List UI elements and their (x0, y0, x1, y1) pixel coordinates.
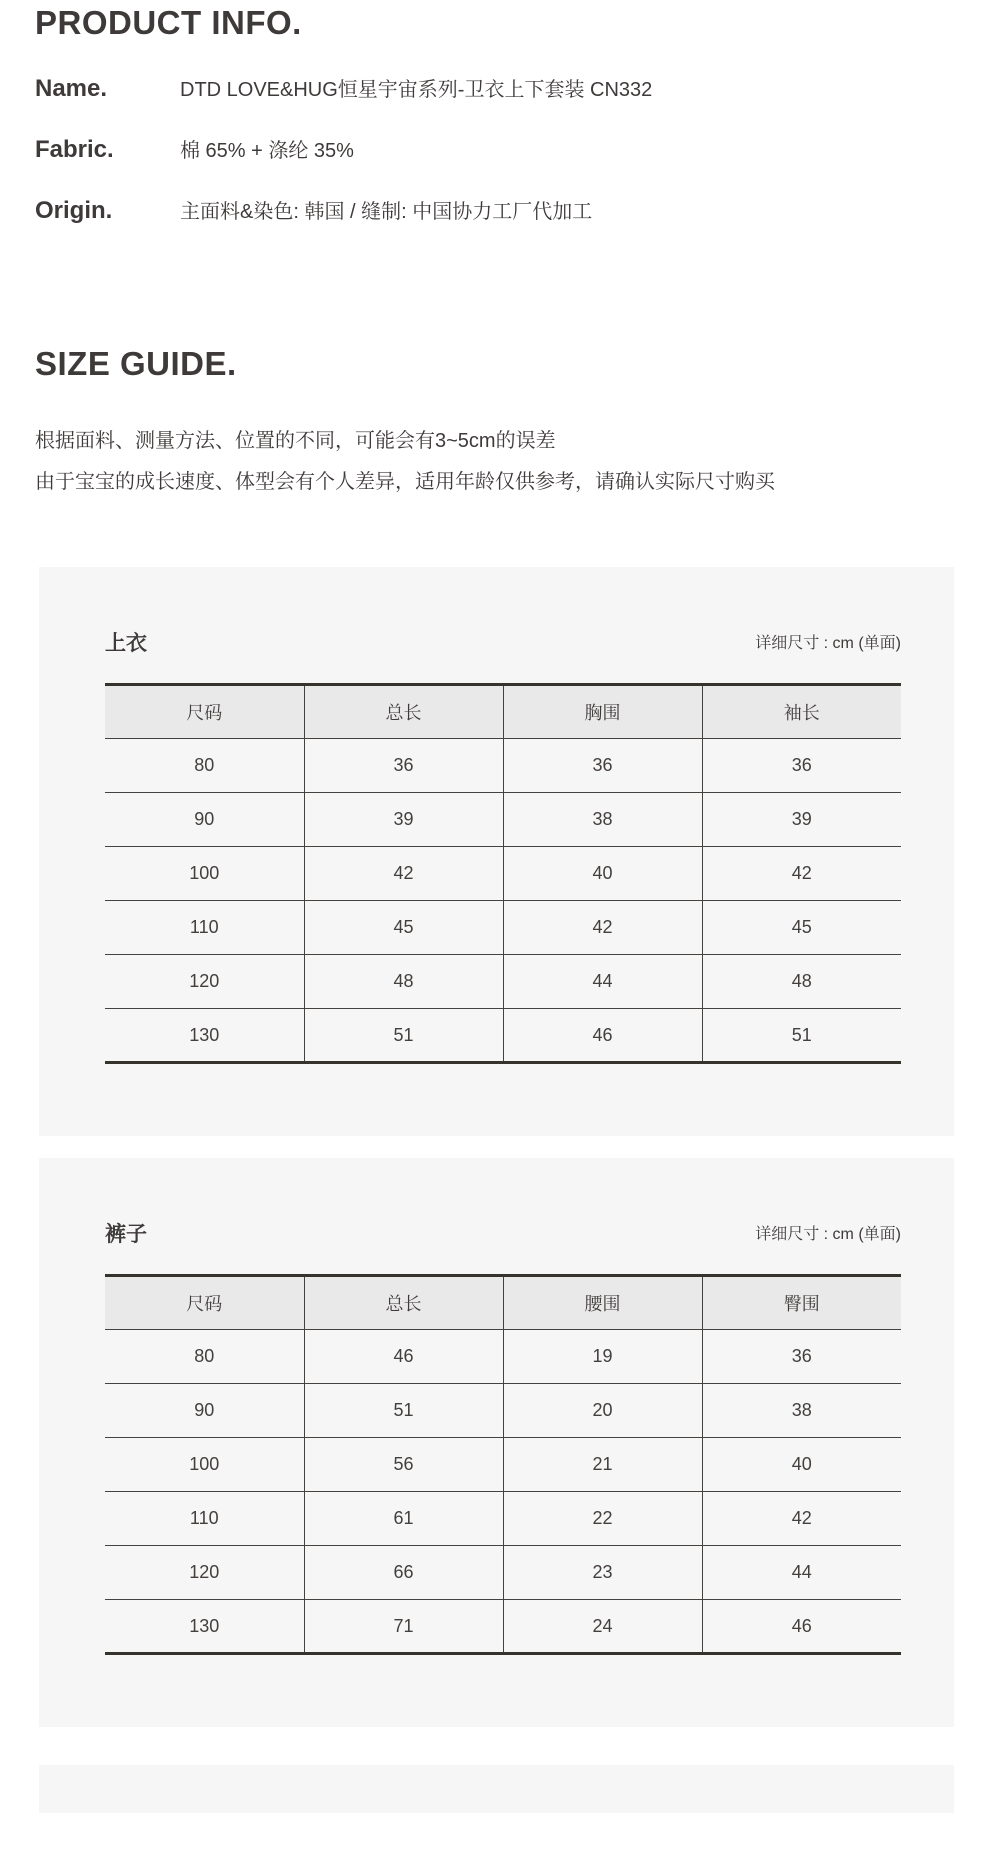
size-cell: 80 (105, 1330, 304, 1384)
measurement-cell: 48 (702, 955, 901, 1009)
table-row (105, 1009, 901, 1063)
field-label-fabric: Fabric. (35, 136, 114, 163)
table-title-pants: 裤子 (105, 1223, 147, 1246)
table-row (105, 847, 901, 901)
table-row (105, 901, 901, 955)
size-table-panel-top (39, 567, 954, 1136)
table-row (105, 793, 901, 847)
size-table-pants (105, 1274, 901, 1655)
measurement-cell: 38 (702, 1384, 901, 1438)
measurement-cell: 36 (702, 1330, 901, 1384)
size-cell: 100 (105, 847, 304, 901)
measurement-cell: 44 (702, 1546, 901, 1600)
measurement-cell: 39 (304, 793, 503, 847)
measurement-cell: 46 (702, 1600, 901, 1654)
measurement-cell: 36 (503, 739, 702, 793)
column-header: 袖长 (702, 685, 901, 739)
column-header: 总长 (304, 1276, 503, 1330)
measurement-cell: 42 (702, 1492, 901, 1546)
product-field-origin (35, 196, 1000, 227)
measurement-cell: 42 (702, 847, 901, 901)
size-table-panel-pants (39, 1158, 954, 1727)
measurement-cell: 45 (304, 901, 503, 955)
size-cell: 130 (105, 1009, 304, 1063)
size-guide-notes (35, 429, 1000, 494)
measurement-cell: 46 (503, 1009, 702, 1063)
field-value-origin: 主面料&染色: 韩国 / 缝制: 中国协力工厂代加工 (180, 201, 593, 223)
table-row (105, 1492, 901, 1546)
measurement-cell: 71 (304, 1600, 503, 1654)
table-row (105, 739, 901, 793)
panel-head-pants (105, 1222, 901, 1248)
measurement-cell: 21 (503, 1438, 702, 1492)
measurement-cell: 22 (503, 1492, 702, 1546)
size-cell: 90 (105, 793, 304, 847)
measurement-cell: 45 (702, 901, 901, 955)
table-row (105, 1330, 901, 1384)
size-cell: 110 (105, 1492, 304, 1546)
size-cell: 120 (105, 1546, 304, 1600)
column-header: 总长 (304, 685, 503, 739)
measurement-cell: 66 (304, 1546, 503, 1600)
measurement-cell: 36 (304, 739, 503, 793)
field-value-fabric: 棉 65% + 涤纶 35% (180, 140, 354, 162)
product-info-fields (35, 74, 1000, 227)
table-row (105, 1384, 901, 1438)
table-row (105, 1438, 901, 1492)
column-header: 腰围 (503, 1276, 702, 1330)
table-title-top: 上衣 (105, 632, 147, 655)
measurement-cell: 48 (304, 955, 503, 1009)
measurement-cell: 38 (503, 793, 702, 847)
product-detail-page (0, 4, 1000, 1813)
size-cell: 130 (105, 1600, 304, 1654)
measurement-cell: 42 (304, 847, 503, 901)
field-label-origin: Origin. (35, 197, 113, 224)
measurement-cell: 61 (304, 1492, 503, 1546)
column-header: 尺码 (105, 1276, 304, 1330)
unit-note-pants: 详细尺寸 : cm (单面) (755, 1226, 901, 1243)
size-guide-title: SIZE GUIDE. (35, 345, 237, 382)
product-info-title: PRODUCT INFO. (35, 4, 302, 41)
size-guide-note-age: 由于宝宝的成长速度、体型会有个人差异，适用年龄仅供参考，请确认实际尺寸购买 (35, 471, 775, 493)
field-label-name: Name. (35, 75, 108, 102)
size-cell: 90 (105, 1384, 304, 1438)
column-header: 臀围 (702, 1276, 901, 1330)
field-value-name: DTD LOVE&HUG恒星宇宙系列-卫衣上下套装 CN332 (180, 79, 653, 101)
table-row (105, 1546, 901, 1600)
measurement-cell: 51 (304, 1384, 503, 1438)
measurement-cell: 56 (304, 1438, 503, 1492)
column-header: 胸围 (503, 685, 702, 739)
measurement-cell: 42 (503, 901, 702, 955)
measurement-cell: 51 (702, 1009, 901, 1063)
size-cell: 80 (105, 739, 304, 793)
size-cell: 100 (105, 1438, 304, 1492)
measurement-cell: 39 (702, 793, 901, 847)
next-section-panel-cropped (39, 1765, 954, 1813)
table-row (105, 955, 901, 1009)
product-info-section (35, 4, 1000, 227)
size-guide-section (35, 345, 1000, 494)
size-guide-note-tolerance: 根据面料、测量方法、位置的不同，可能会有3~5cm的误差 (35, 430, 556, 452)
measurement-cell: 23 (503, 1546, 702, 1600)
size-cell: 120 (105, 955, 304, 1009)
measurement-cell: 20 (503, 1384, 702, 1438)
unit-note-top: 详细尺寸 : cm (单面) (755, 635, 901, 652)
column-header: 尺码 (105, 685, 304, 739)
table-header-row (105, 1276, 901, 1330)
measurement-cell: 19 (503, 1330, 702, 1384)
size-table-top (105, 683, 901, 1064)
measurement-cell: 40 (702, 1438, 901, 1492)
measurement-cell: 44 (503, 955, 702, 1009)
product-field-name (35, 74, 1000, 105)
measurement-cell: 46 (304, 1330, 503, 1384)
product-field-fabric (35, 135, 1000, 166)
measurement-cell: 40 (503, 847, 702, 901)
measurement-cell: 24 (503, 1600, 702, 1654)
panel-head-top (105, 631, 901, 657)
table-row (105, 1600, 901, 1654)
measurement-cell: 51 (304, 1009, 503, 1063)
table-header-row (105, 685, 901, 739)
measurement-cell: 36 (702, 739, 901, 793)
size-cell: 110 (105, 901, 304, 955)
